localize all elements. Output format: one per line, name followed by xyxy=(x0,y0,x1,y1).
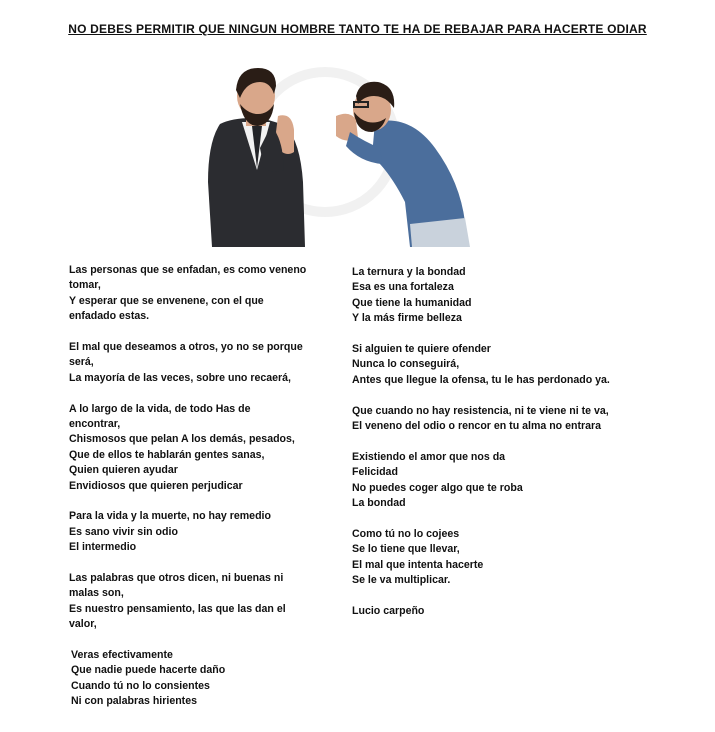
stanza: Si alguien te quiere ofender Nunca lo conseguirá, Antes que llegue la ofensa, tu le has perdonado ya. xyxy=(352,343,610,386)
poem-left-column xyxy=(69,263,341,725)
author-signature: Lucio carpeño xyxy=(352,604,425,617)
man-in-suit xyxy=(208,68,305,247)
stanza: Para la vida y la muerte, no hay remedio Es sano vivir sin odio El intermedio xyxy=(69,510,271,554)
stanza: La ternura y la bondad Esa es una fortaleza Que tiene la humanidad Y la más firme belleza xyxy=(352,266,472,325)
illustration xyxy=(160,52,490,247)
photo-two-men-whispering xyxy=(160,52,490,247)
man-in-blue-shirt xyxy=(336,82,470,247)
stanza: Que cuando no hay resistencia, ni te viene ni te va, El veneno del odio o rencor en tu alma no entrara xyxy=(352,404,609,433)
stanza: Las palabras que otros dicen, ni buenas ni malas son, Es nuestro pensamiento, las que las dan el valor, xyxy=(69,572,286,631)
stanza: A lo largo de la vida, de todo Has de encontrar, Chismosos que pelan A los demás, pesados, Que de ellos te hablarán gentes sanas, Quien quieren ayudar Envidiosos que quieren perjudicar xyxy=(69,402,295,492)
stanza: El mal que deseamos a otros, yo no se porque será, La mayoría de las veces, sobre uno recaerá, xyxy=(69,341,303,384)
poem-right-column xyxy=(352,265,672,635)
stanza: Como tú no lo cojees Se lo tiene que llevar, El mal que intenta hacerte Se le va multiplicar. xyxy=(352,527,484,587)
stanza: Veras efectivamente Que nadie puede hacerte daño Cuando tú no lo consientes Ni con palabras hirientes xyxy=(71,649,226,708)
page-title: NO DEBES PERMITIR QUE NINGUN HOMBRE TANTO TE HA DE REBAJAR PARA HACERTE ODIAR xyxy=(68,22,647,36)
stanza: Las personas que se enfadan, es como veneno tomar, Y esperar que se envenene, con el que enfadado estas. xyxy=(69,264,307,323)
stanza: Existiendo el amor que nos da Felicidad No puedes coger algo que te roba La bondad xyxy=(352,450,523,510)
